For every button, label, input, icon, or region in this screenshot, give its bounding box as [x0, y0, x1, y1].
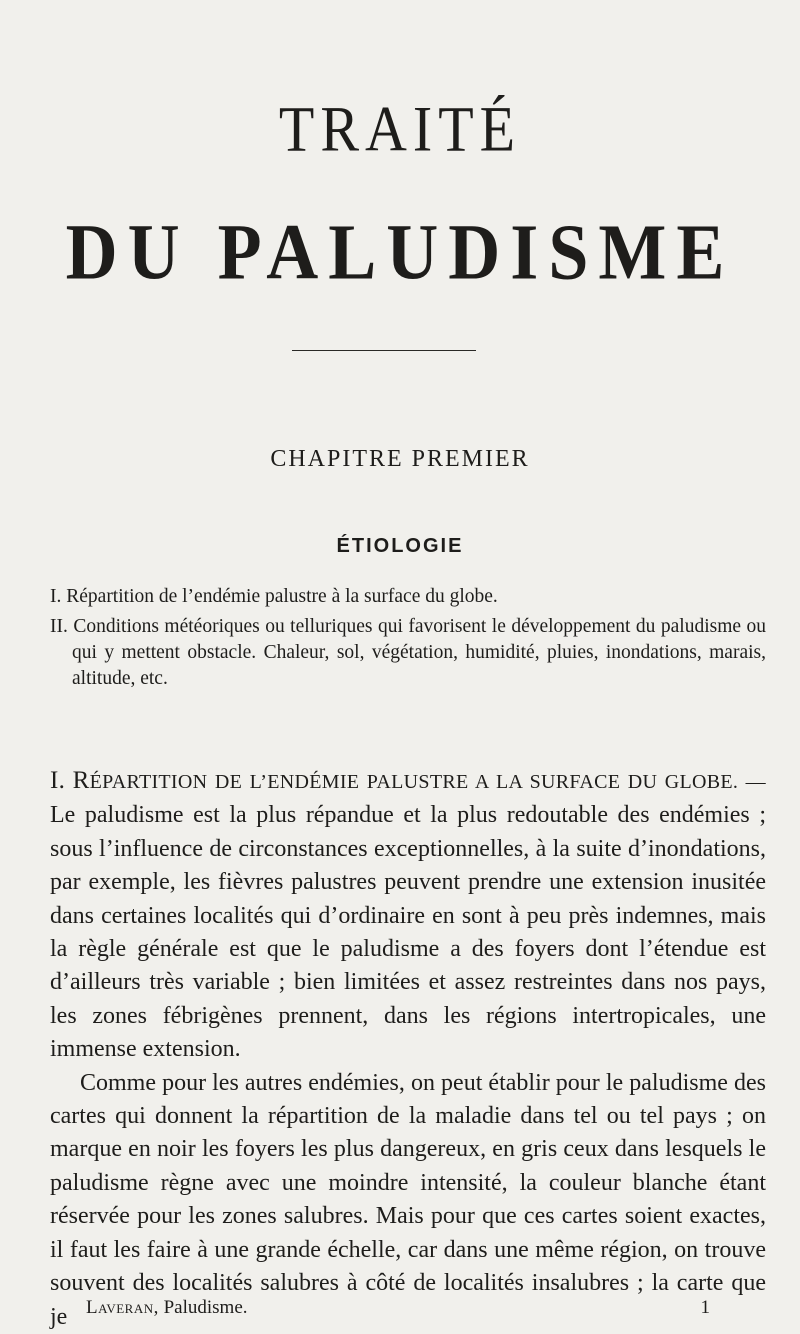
- paragraph-2: Comme pour les autres endémies, on peut établir pour le paludisme des cartes qui donnent la répartition de la maladie dans tel ou tel pays ; on marque en noir les foyers les plus dangereux, en gris ceux dans lesquels le paludisme règne avec une moindre intensité, la couleur blanche étant réservée pour les zones salubres. Mais pour que ces cartes soient exactes, il faut les faire à une grande échelle, car dans une même région, on trouve souvent des localités salubres à côté de localités insalubres ; la carte que je: [50, 1069, 766, 1330]
- chapter-subject: ÉTIOLOGIE: [336, 535, 464, 557]
- section-body: [50, 764, 766, 1334]
- title-divider: [292, 350, 476, 351]
- title-line-1: TRAITÉ: [278, 92, 522, 165]
- summary-item-text: Conditions météoriques ou telluriques qui favorisent le développement du paludisme ou qui y mettent obstacle. Chaleur, sol, végétation, humidité, pluies, inondations, marais, altitude, etc.: [72, 616, 767, 689]
- page-number: 1: [700, 1297, 710, 1318]
- page-footer: [86, 1298, 710, 1317]
- section-number: I.: [50, 767, 66, 794]
- summary-item: [50, 614, 766, 692]
- section-heading: [50, 767, 766, 794]
- footer-book-title: Paludisme.: [163, 1297, 248, 1318]
- summary-item-text: Répartition de l’endémie palustre à la surface du globe.: [66, 586, 498, 607]
- chapter-heading: CHAPITRE PREMIER: [270, 446, 530, 472]
- summary-item: [50, 584, 766, 610]
- section-heading-initial: R: [72, 767, 90, 794]
- chapter-summary: [50, 584, 766, 696]
- section-heading-dash: —: [745, 771, 766, 793]
- section-heading-text: ÉPARTITION DE L’ENDÉMIE PALUSTRE A LA SURFACE DU GLOBE.: [89, 771, 739, 793]
- paragraph-1: Le paludisme est la plus répandue et la plus redoutable des endémies ; sous l’influence de circonstances exceptionnelles, à la suite d’inondations, par exemple, les fièvres palustres peuvent prendre une extension inusitée dans certaines localités qui d’ordinaire en sont à peu près indemnes, mais la règle générale est que le paludisme a des foyers dont l’étendue est d’ailleurs très variable ; bien limitées et assez restreintes dans nos pays, les zones fébrigènes prennent, dans les régions intertropicales, une immense extension.: [50, 802, 766, 1063]
- title-line-2: DU PALUDISME: [65, 208, 735, 296]
- summary-item-number: II.: [50, 616, 68, 637]
- summary-item-number: I.: [50, 586, 62, 607]
- footer-author: Laveran,: [86, 1297, 159, 1318]
